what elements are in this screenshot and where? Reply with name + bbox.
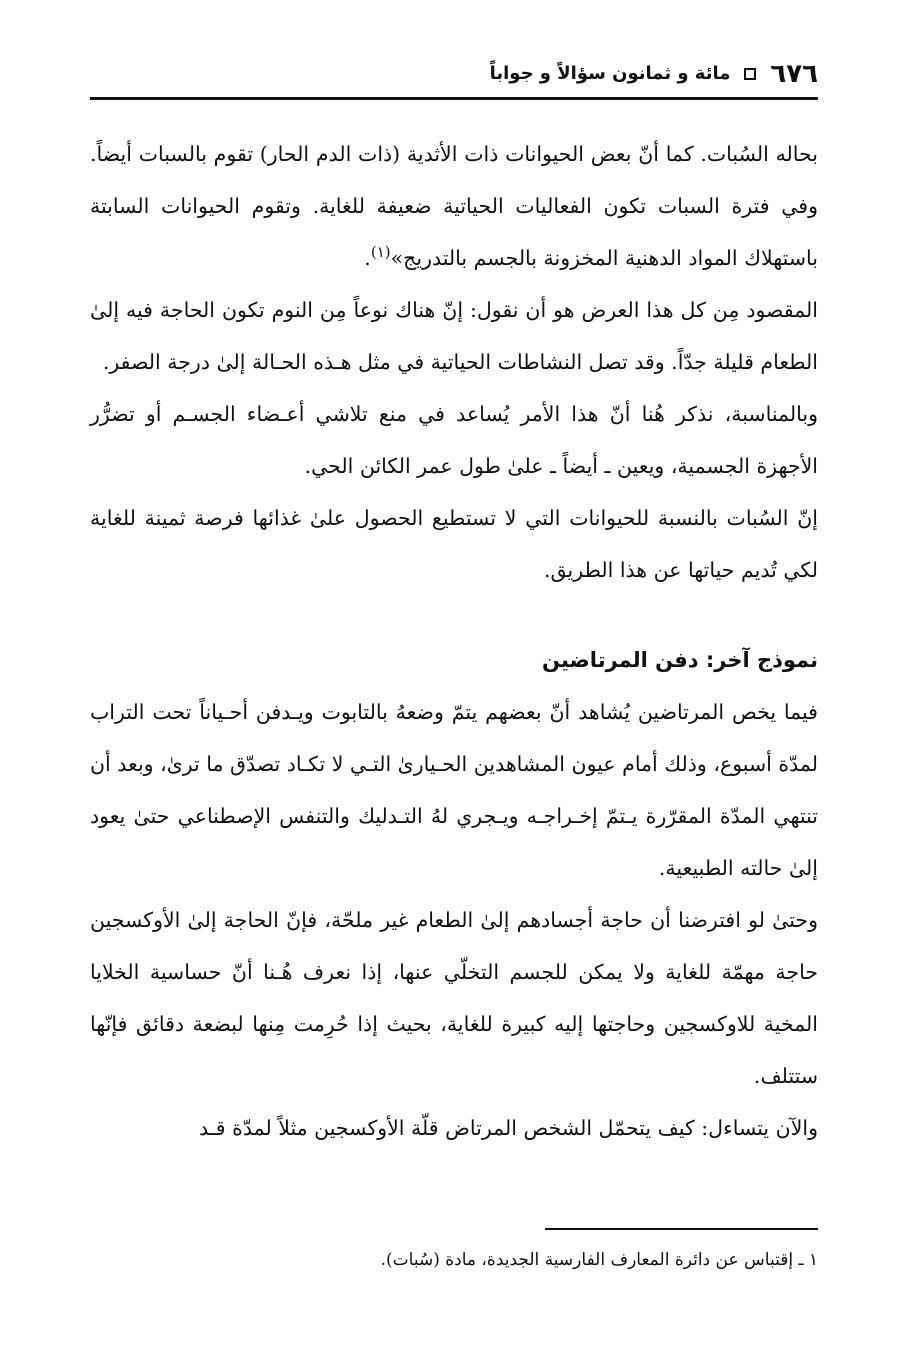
page-header [90, 54, 818, 94]
paragraph-1 [90, 128, 818, 284]
body-text [90, 128, 818, 1154]
section-heading: نموذج آخر: دفن المرتاضين [542, 648, 818, 672]
paragraph-1-tail: . [364, 246, 371, 270]
section-paragraph-2: وحتىٰ لو افترضنا أن حاجة أجسادهم إلىٰ الطعام غير ملحّة، فإنّ الحاجة إلىٰ الأوكسجين حاجة مهمّة للغاية ولا يمكن للجسم التخلّي عنها، إذا نعرف هُـنا أنّ حساسية الخلايا المخية للاوكسجين وحاجتها إليه كبيرة للغاية، بحيث إذا حُرِمت مِنها لبضعة دقائق فإنّها ستتلف. [90, 908, 818, 1088]
paragraph-2: المقصود مِن كل هذا العرض هو أن نقول: إنّ هناك نوعاً مِن النوم تكون الحاجة فيه إلىٰ الطعام قليلة جدّاً. وقد تصل النشاطات الحياتية في مثل هـذه الحـالة إلىٰ درجة الصفر. [90, 298, 818, 374]
footnote: ١ ـ إقتباس عن دائرة المعارف الفارسية الجديدة، مادة (سُبات). [380, 1250, 818, 1270]
paragraph-1-text: بحاله السُبات. كما أنّ بعض الحيوانات ذات الأثدية (ذات الدم الحار) تقوم بالسبات أيضاً. وفي فترة السبات تكون الفعاليات الحياتية ضعيفة للغاية. وتقوم الحيوانات السابتة باستهلاك المواد الدهنية المخزونة بالجسم بالتدريج» [90, 142, 818, 270]
running-title: مائة و ثمانون سؤالاً و جواباً [489, 63, 731, 84]
section-paragraph-3: والآن يتساءل: كيف يتحمّل الشخص المرتاض قلّة الأوكسجين مثلاً لمدّة قـد [199, 1116, 818, 1140]
header-rule [90, 97, 818, 100]
footnote-reference: (١) [370, 243, 391, 262]
paragraph-3: وبالمناسبة، نذكر هُنا أنّ هذا الأمر يُساعد في منع تلاشي أعـضاء الجسـم أو تضرُّر الأجهزة الجسمية، ويعين ـ أيضاً ـ علىٰ طول عمر الكائن الحي. [90, 402, 818, 478]
page-number: ٦٧٦ [770, 59, 818, 89]
square-ornament-icon [744, 68, 756, 80]
footnote-rule [545, 1228, 818, 1230]
section-paragraph-1: فيما يخص المرتاضين يُشاهد أنّ بعضهم يتمّ وضعهُ بالتابوت ويـدفن أحـياناً تحت التراب لمدّة أسبوع، وذلك أمام عيون المشاهدين الحـيارىٰ التـي لا تكـاد تصدّق ما ترىٰ، وبعد أن تنتهي المدّة المقرّرة يـتمّ إخـراجـه ويـجري لهُ التـدليك والتنفس الإصطناعي حتىٰ يعود إلىٰ حالته الطبيعية. [90, 700, 818, 880]
paragraph-4: إنّ السُبات بالنسبة للحيوانات التي لا تستطيع الحصول علىٰ غذائها فرصة ثمينة للغاية لكي تُديم حياتها عن هذا الطريق. [90, 506, 818, 582]
